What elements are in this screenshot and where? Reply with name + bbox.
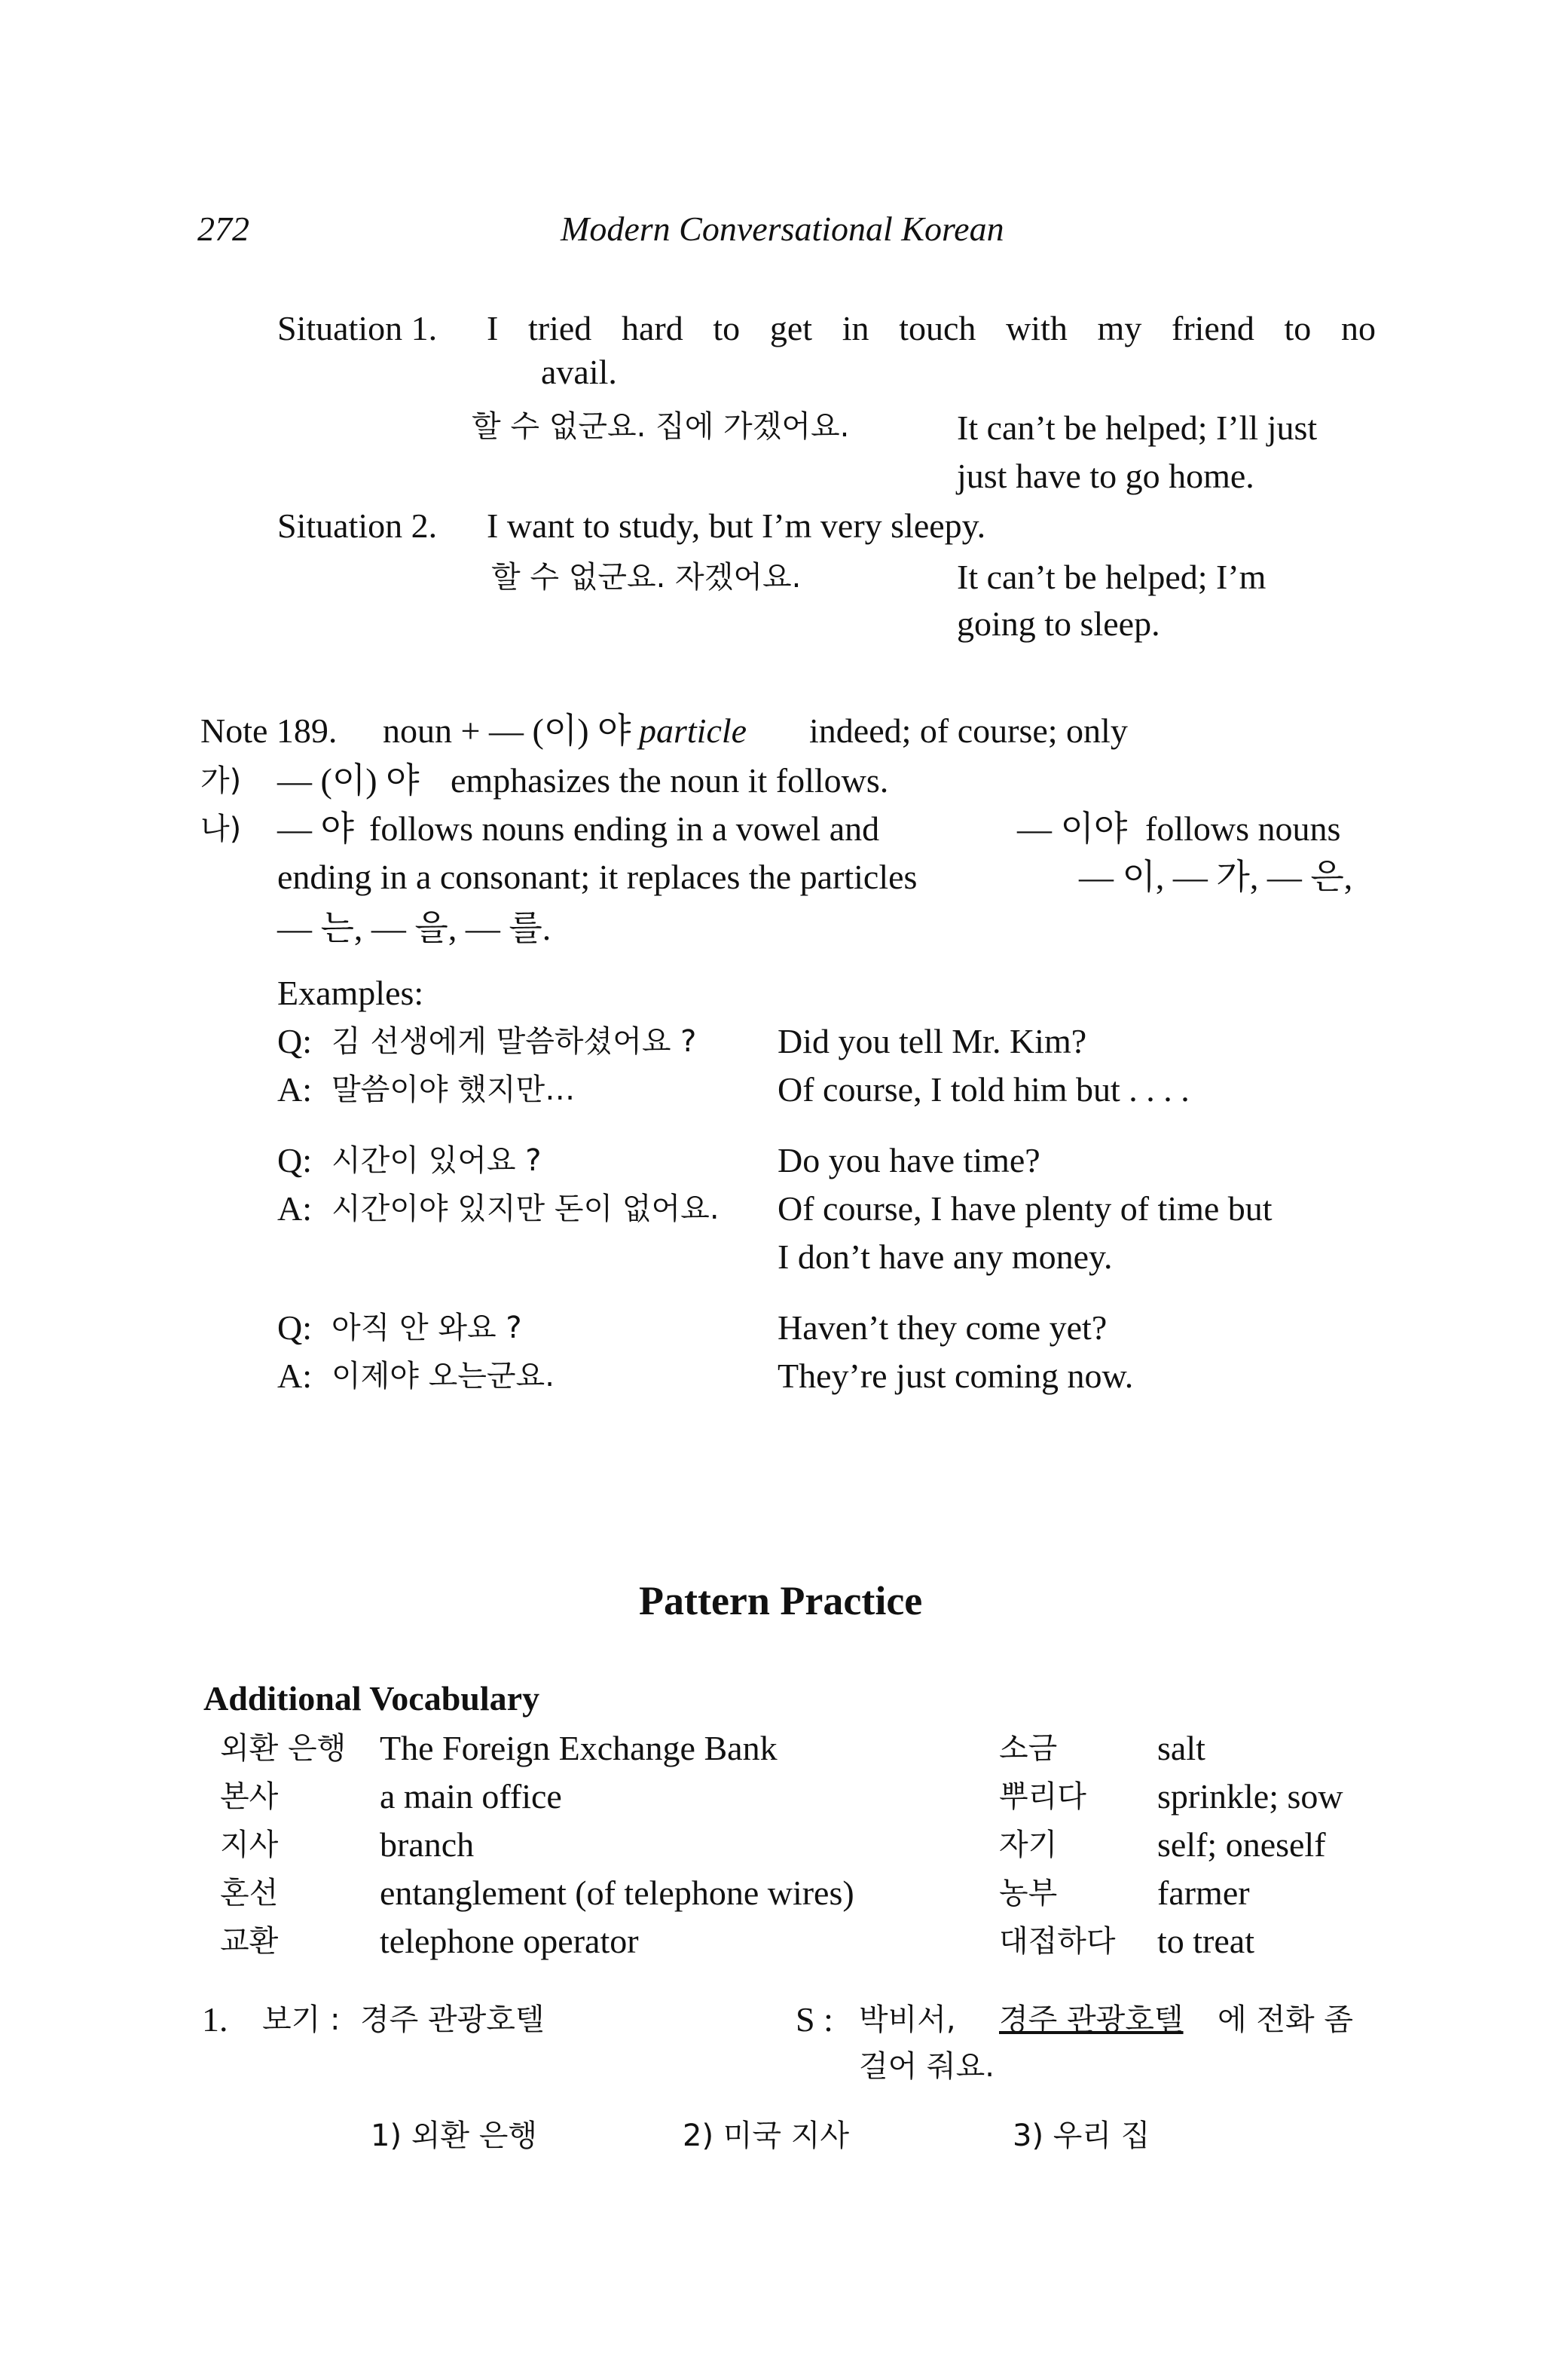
example-english: Haven’t they come yet? <box>778 1308 1108 1347</box>
example-korean: 김 선생에게 말씀하셨어요 ? <box>332 1024 697 1059</box>
running-title: Modern Conversational Korean <box>561 210 1004 248</box>
note-head-gloss: indeed; of course; only <box>809 711 1128 750</box>
example-korean: 이제야 오는군요. <box>332 1359 555 1393</box>
situation-label: Situation 2. <box>277 506 438 545</box>
note-text-b2: follows nouns <box>1145 809 1341 848</box>
note-form-b1: — 야 <box>277 809 354 848</box>
example-korean: 시간이야 있지만 돈이 없어요. <box>332 1192 720 1226</box>
example-english: Did you tell Mr. Kim? <box>778 1022 1087 1060</box>
vocab-korean: 교환 <box>220 1924 279 1959</box>
situation-english: It can’t be helped; I’ll just <box>957 408 1318 447</box>
situation-korean: 할 수 없군요. 자겠어요. <box>491 560 802 595</box>
example-tag: A: <box>277 1189 312 1228</box>
note-label: Note 189. <box>200 711 338 750</box>
example-tag: Q: <box>277 1022 312 1060</box>
note-particles-1: — 이, — 가, — 은, <box>1079 858 1353 896</box>
note-text-a: emphasizes the noun it follows. <box>451 761 889 800</box>
situation-prompt: I want to study, but I’m very sleepy. <box>487 506 986 545</box>
example-tag: Q: <box>277 1141 312 1179</box>
situation-english: It can’t be helped; I’m <box>957 558 1266 596</box>
vocab-korean: 소금 <box>999 1731 1058 1766</box>
vocab-korean: 대접하다 <box>999 1924 1116 1959</box>
situation-english-cont: just have to go home. <box>957 457 1254 495</box>
example-english: Of course, I have plenty of time but <box>778 1189 1273 1228</box>
response-underlined-cue: 경주 관광호텔 <box>999 2002 1184 2037</box>
example-korean: 시간이 있어요 ? <box>332 1143 542 1178</box>
vocab-english: entanglement (of telephone wires) <box>380 1874 854 1912</box>
situation-prompt: I tried hard to get in touch with my friend to no <box>487 309 1376 347</box>
cue-item: 2) 미국 지사 <box>683 2118 850 2153</box>
vocab-english: telephone operator <box>380 1922 639 1960</box>
page-number: 272 <box>197 210 249 248</box>
situation-korean: 할 수 없군요. 집에 가겠어요. <box>472 409 850 444</box>
vocab-english: farmer <box>1157 1874 1250 1912</box>
note-form-a: — (이) 야 <box>277 761 420 800</box>
example-korean: 아직 안 와요 ? <box>332 1311 522 1345</box>
example-label: 보기 : <box>262 2002 341 2037</box>
vocab-english: self; oneself <box>1157 1825 1326 1864</box>
note-head-form: noun + — (이) 야 <box>383 711 631 750</box>
vocab-korean: 지사 <box>220 1828 279 1862</box>
response-post: 에 전화 좀 <box>1218 2002 1353 2037</box>
response-pre: 박비서, <box>859 2002 956 2037</box>
example-tag: A: <box>277 1357 312 1395</box>
vocab-korean: 본사 <box>220 1779 279 1814</box>
example-cue: 경주 관광호텔 <box>360 2002 545 2037</box>
vocab-english: a main office <box>380 1777 562 1816</box>
vocab-korean: 자기 <box>999 1828 1058 1862</box>
example-tag: Q: <box>277 1308 312 1347</box>
vocab-english: salt <box>1157 1729 1205 1767</box>
vocab-english: to treat <box>1157 1922 1254 1960</box>
note-text-b1: follows nouns ending in a vowel and <box>369 809 880 848</box>
response-label: S : <box>796 2000 833 2039</box>
example-english: They’re just coming now. <box>778 1357 1134 1395</box>
situation-english-cont: going to sleep. <box>957 604 1160 643</box>
situation-prompt-cont: avail. <box>541 353 617 391</box>
vocab-korean: 농부 <box>999 1876 1058 1910</box>
note-particles-2: — 는, — 을, — 를. <box>277 909 552 947</box>
example-english: Do you have time? <box>778 1141 1040 1179</box>
response-cont: 걸어 줘요. <box>859 2049 995 2084</box>
note-form-b2: — 이야 <box>1017 809 1128 848</box>
note-marker-a: 가) <box>200 763 242 798</box>
vocab-english: The Foreign Exchange Bank <box>380 1729 778 1767</box>
vocab-korean: 뿌리다 <box>999 1779 1086 1814</box>
vocab-korean: 혼선 <box>220 1876 279 1910</box>
note-text-b-line2: ending in a consonant; it replaces the particles <box>277 858 918 896</box>
example-korean: 말씀이야 했지만… <box>332 1072 576 1107</box>
cue-item: 3) 우리 집 <box>1013 2118 1150 2153</box>
vocab-korean: 외환 은행 <box>220 1731 347 1766</box>
vocab-english: sprinkle; sow <box>1157 1777 1343 1816</box>
note-head-term: particle <box>639 711 747 750</box>
note-marker-b: 나) <box>200 812 242 846</box>
examples-heading: Examples: <box>277 974 424 1012</box>
example-english-cont: I don’t have any money. <box>778 1237 1113 1276</box>
vocab-english: branch <box>380 1825 475 1864</box>
section-title: Pattern Practice <box>639 1578 923 1623</box>
example-english: Of course, I told him but . . . . <box>778 1070 1190 1109</box>
vocab-heading: Additional Vocabulary <box>203 1679 540 1718</box>
exercise-number: 1. <box>202 2000 228 2039</box>
situation-label: Situation 1. <box>277 309 438 347</box>
cue-item: 1) 외환 은행 <box>371 2118 538 2153</box>
example-tag: A: <box>277 1070 312 1109</box>
